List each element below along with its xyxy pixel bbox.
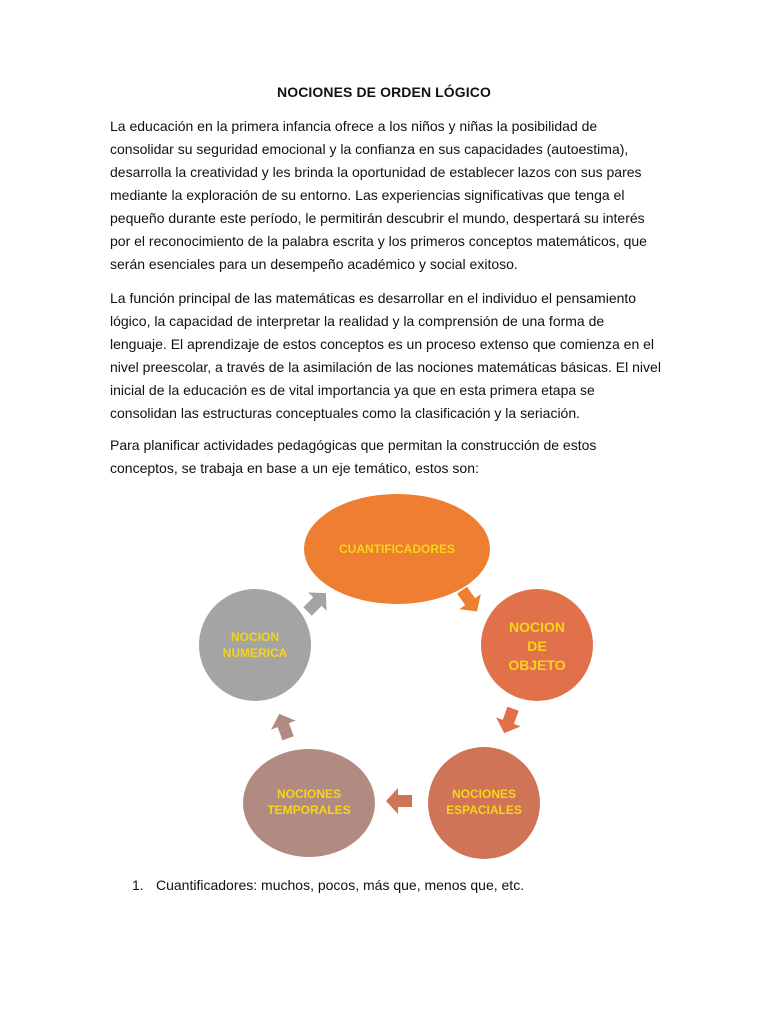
arrow-2-shape — [492, 704, 525, 737]
node-nocion-de-objeto-label-1: NOCION — [509, 619, 565, 635]
arrow-5 — [298, 584, 335, 621]
numbered-list — [132, 874, 524, 897]
node-nociones-espaciales-label-2: ESPACIALES — [446, 803, 522, 817]
arrow-4 — [267, 709, 300, 742]
list-item — [132, 874, 524, 897]
arrow-2 — [492, 704, 525, 737]
list-item-text: Cuantificadores: muchos, pocos, más que, menos que, etc. — [156, 877, 525, 893]
node-cuantificadores — [304, 494, 490, 604]
arrow-3 — [386, 788, 412, 814]
paragraph-1: La educación en la primera infancia ofrece a los niños y niñas la posibilidad de consolidar su seguridad emocional y la confianza en sus capacidades (autoestima), desarrolla la creatividad y les brinda la oportunidad de establecer lazos con sus pares mediante la exploración de su entorno. Las experiencias significativas que tenga el pequeño durante este período, le permitirán descubrir el mundo, despertará su interés por el reconocimiento de la palabra escrita y los primeros conceptos matemáticos, que serán esenciales para un desempeño académico y social exitoso. — [110, 118, 647, 272]
paragraph-2: La función principal de las matemáticas es desarrollar en el individuo el pensamiento lógico, la capacidad de interpretar la realidad y la comprensión de una forma de lenguaje. El aprendizaje de estos conceptos es un proceso extenso que comienza en el nivel preescolar, a través de la asimilación de las nociones matemáticas básicas. El nivel inicial de la educación es de vital importancia ya que en esta primera etapa se consolidan las estructuras conceptuales como la clasificación y la seriación. — [110, 290, 661, 421]
node-nociones-temporales-label-1: NOCIONES — [276, 787, 342, 801]
node-nocion-numerica-shape — [199, 589, 311, 701]
node-cuantificadores-label: CUANTIFICADORES — [339, 542, 455, 556]
page-title: NOCIONES DE ORDEN LÓGICO — [277, 84, 491, 100]
node-nocion-de-objeto — [481, 589, 593, 701]
node-nocion-numerica — [199, 589, 311, 701]
node-nociones-espaciales — [428, 747, 540, 859]
paragraph-3: Para planificar actividades pedagógicas que permitan la construcción de estos conceptos, se trabaja en base a un eje temático, estos son: — [110, 437, 597, 476]
node-nociones-temporales-label-2: TEMPORALES — [267, 803, 351, 817]
arrow-4-shape — [267, 709, 300, 742]
node-nocion-de-objeto-label-2: DE — [527, 638, 547, 654]
node-nociones-temporales — [243, 749, 375, 857]
arrow-3-shape — [386, 788, 412, 814]
node-nocion-de-objeto-label-3: OBJETO — [508, 657, 566, 673]
node-nocion-numerica-label-2: NUMERICA — [222, 646, 288, 660]
node-nocion-numerica-label-1: NOCION — [231, 630, 279, 644]
node-nociones-espaciales-label-1: NOCIONES — [451, 787, 517, 801]
arrow-5-shape — [298, 584, 335, 621]
list-item-number: 1. — [132, 877, 144, 893]
